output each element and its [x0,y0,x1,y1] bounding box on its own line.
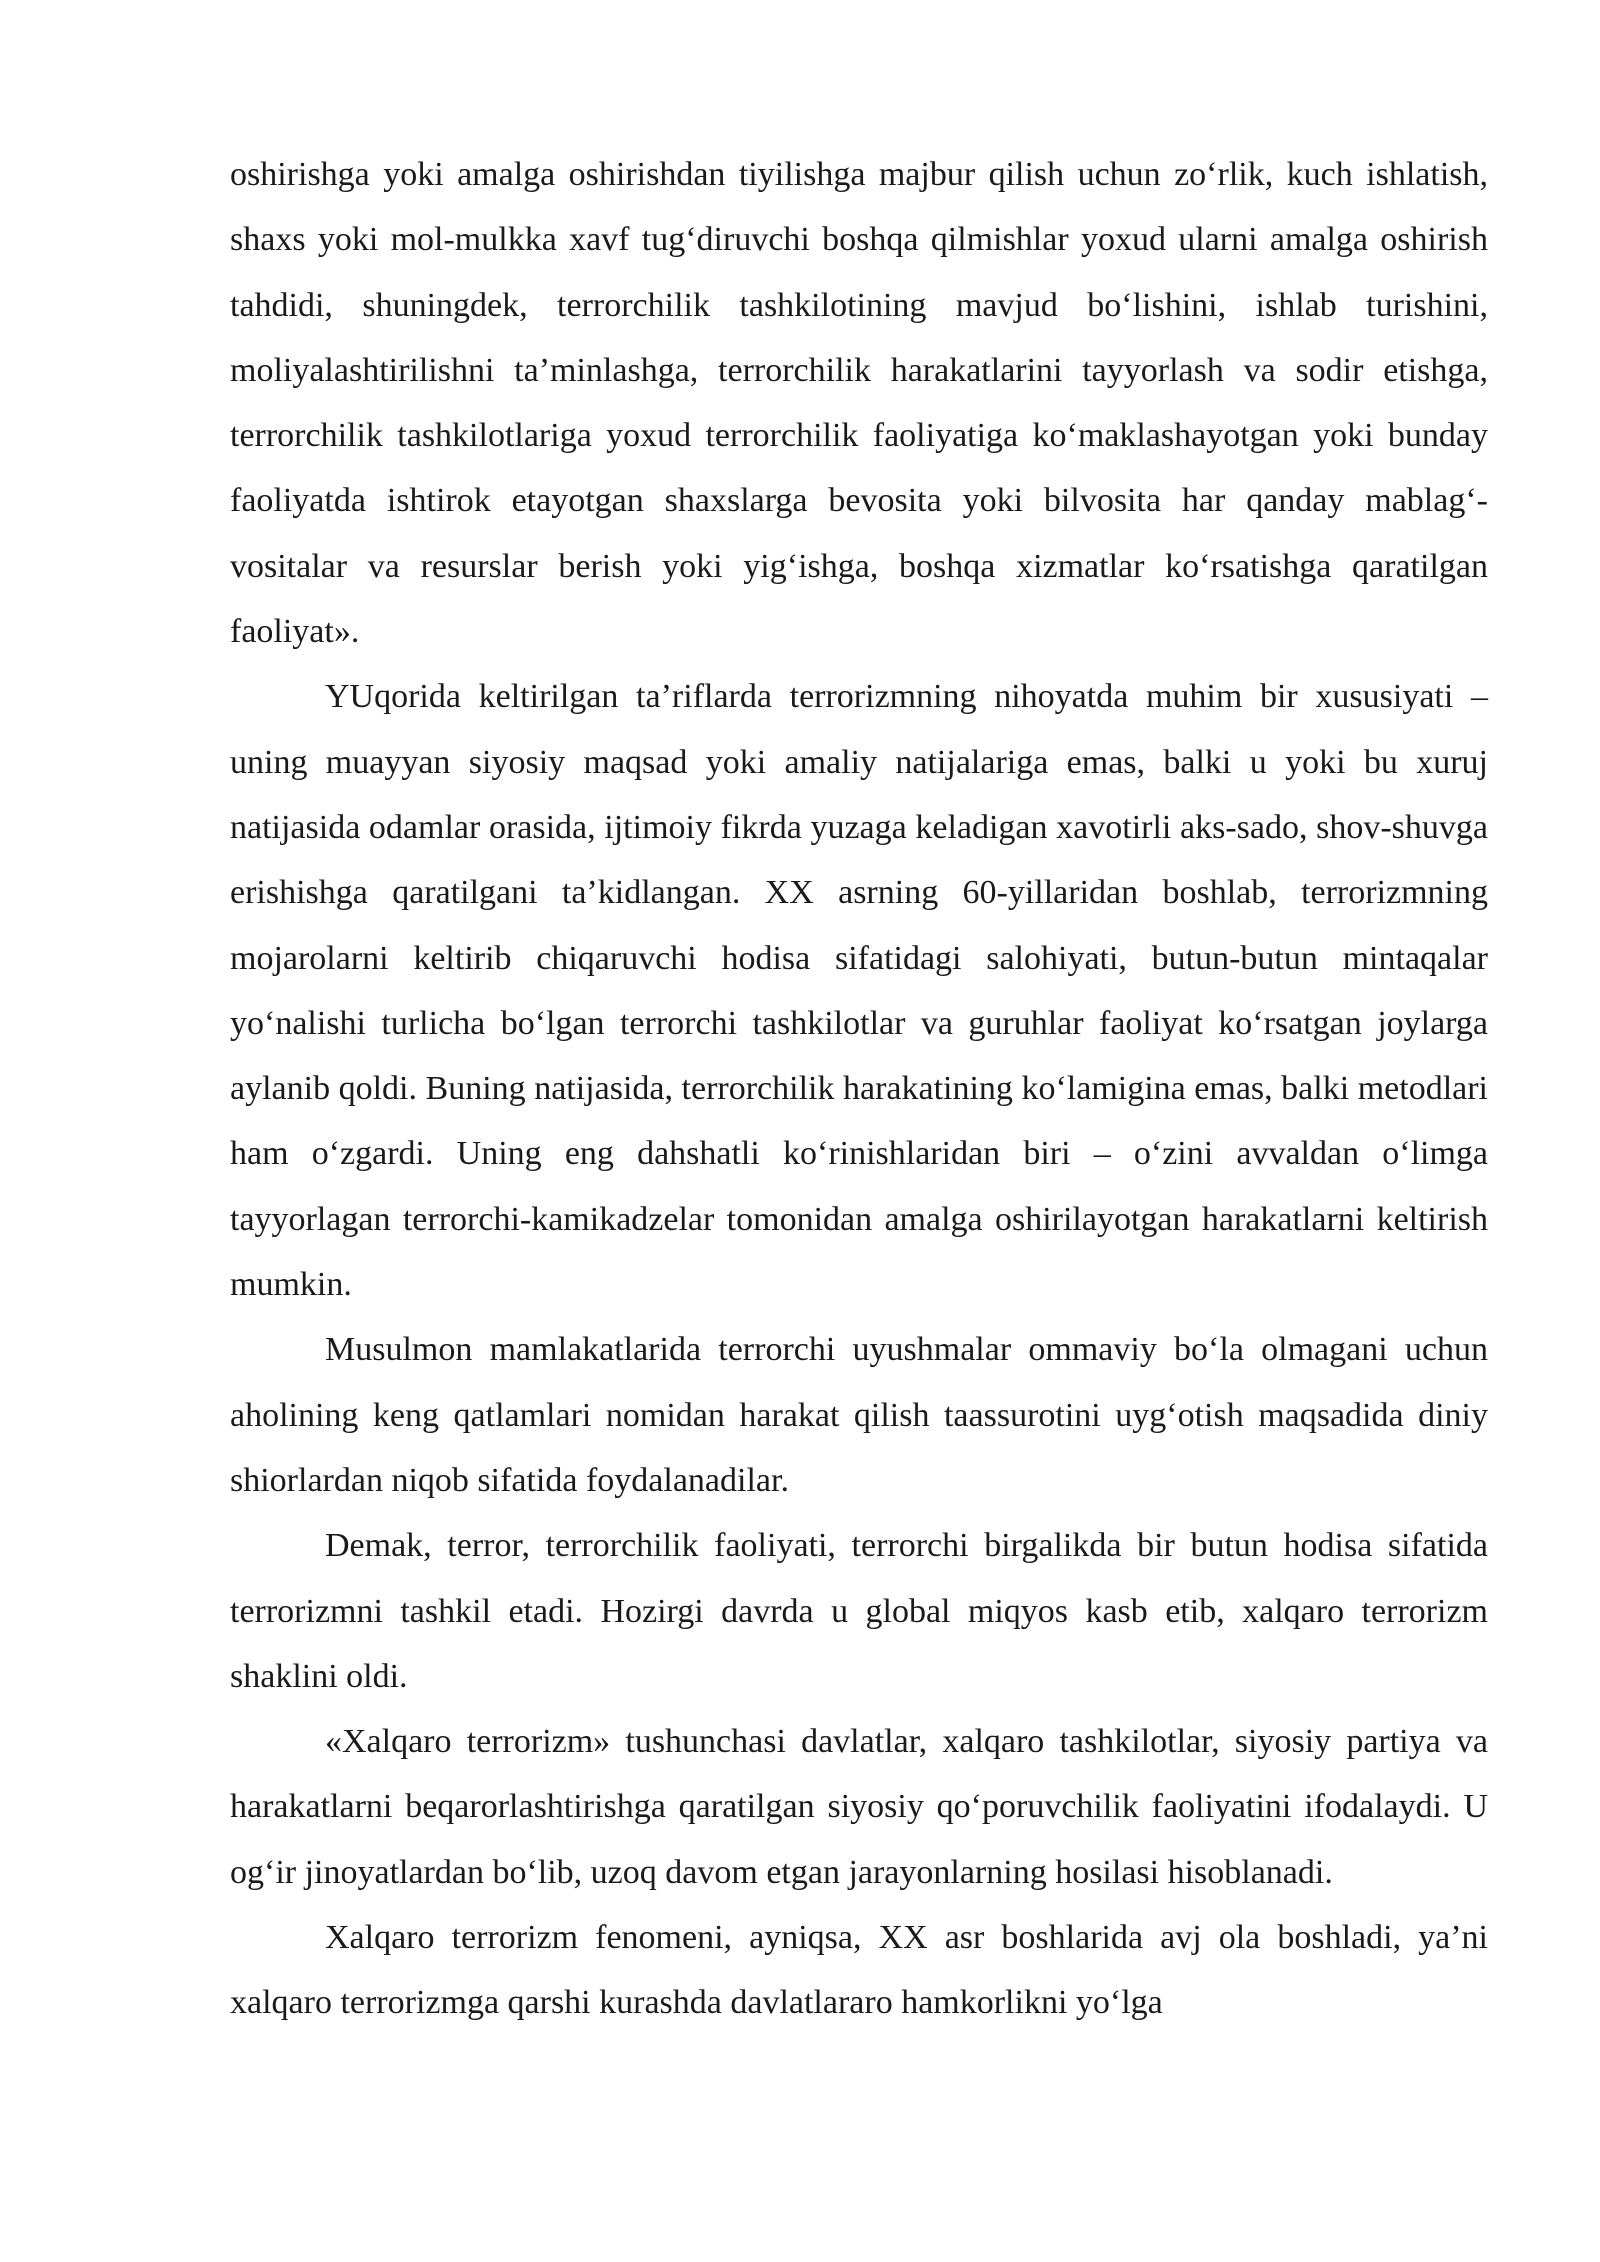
paragraph-5: «Xalqaro terrorizm» tushunchasi davlatlar, xalqaro tashkilotlar, siyosiy partiya va harakatlarni beqarorlashtirishga qaratilgan siyosiy qo‘poruvchilik faoliyatini ifodalaydi. U og‘ir jinoyatlardan bo‘lib, uzoq davom etgan jarayonlarning hosilasi hisoblanadi. [230,1723,1488,1891]
paragraph-1: oshirishga yoki amalga oshirishdan tiyilishga majbur qilish uchun zo‘rlik, kuch ishlatish, shaxs yoki mol-mulkka xavf tug‘diruvchi boshqa qilmishlar yoxud ularni amalga oshirish tahdidi, shuningdek, terrorchilik tashkilotining mavjud bo‘lishini, ishlab turishini, moliyalashtirilishni ta’minlashga, terrorchilik harakatlarini tayyorlash va sodir etishga, terrorchilik tashkilotlariga yoxud terrorchilik faoliyatiga ko‘maklashayotgan yoki bunday faoliyatda ishtirok etayotgan shaxslarga bevosita yoki bilvosita har qanday mablag‘-vositalar va resurslar berish yoki yig‘ishga, boshqa xizmatlar ko‘rsatishga qaratilgan faoliyat». [230,156,1488,651]
paragraph-6: Xalqaro terrorizm fenomeni, ayniqsa, XX asr boshlarida avj ola boshladi, ya’ni xalqaro terrorizmga qarshi kurashda davlatlararo hamkorlikni yo‘lga [230,1919,1488,2022]
document-page [230,142,1488,2036]
paragraph-3: Musulmon mamlakatlarida terrorchi uyushmalar ommaviy bo‘la olmagani uchun aholining keng qatlamlari nomidan harakat qilish taassurotini uyg‘otish maqsadida diniy shiorlardan niqob sifatida foydalanadilar. [230,1331,1488,1499]
paragraph-2: YUqorida keltirilgan ta’riflarda terrorizmning nihoyatda muhim bir xususiyati – uning muayyan siyosiy maqsad yoki amaliy natijalariga emas, balki u yoki bu xuruj natijasida odamlar orasida, ijtimoiy fikrda yuzaga keladigan xavotirli aks-sado, shov-shuvga erishishga qaratilgani ta’kidlangan. XX asrning 60-yillaridan boshlab, terrorizmning mojarolarni keltirib chiqaruvchi hodisa sifatidagi salohiyati, butun-butun mintaqalar yo‘nalishi turlicha bo‘lgan terrorchi tashkilotlar va guruhlar faoliyat ko‘rsatgan joylarga aylanib qoldi. Buning natijasida, terrorchilik harakatining ko‘lamigina emas, balki metodlari ham o‘zgardi. Uning eng dahshatli ko‘rinishlaridan biri – o‘zini avvaldan o‘limga tayyorlagan terrorchi-kamikadzelar tomonidan amalga oshirilayotgan harakatlarni keltirish mumkin. [230,678,1488,1304]
paragraph-4: Demak, terror, terrorchilik faoliyati, terrorchi birgalikda bir butun hodisa sifatida terrorizmni tashkil etadi. Hozirgi davrda u global miqyos kasb etib, xalqaro terrorizm shaklini oldi. [230,1527,1488,1695]
